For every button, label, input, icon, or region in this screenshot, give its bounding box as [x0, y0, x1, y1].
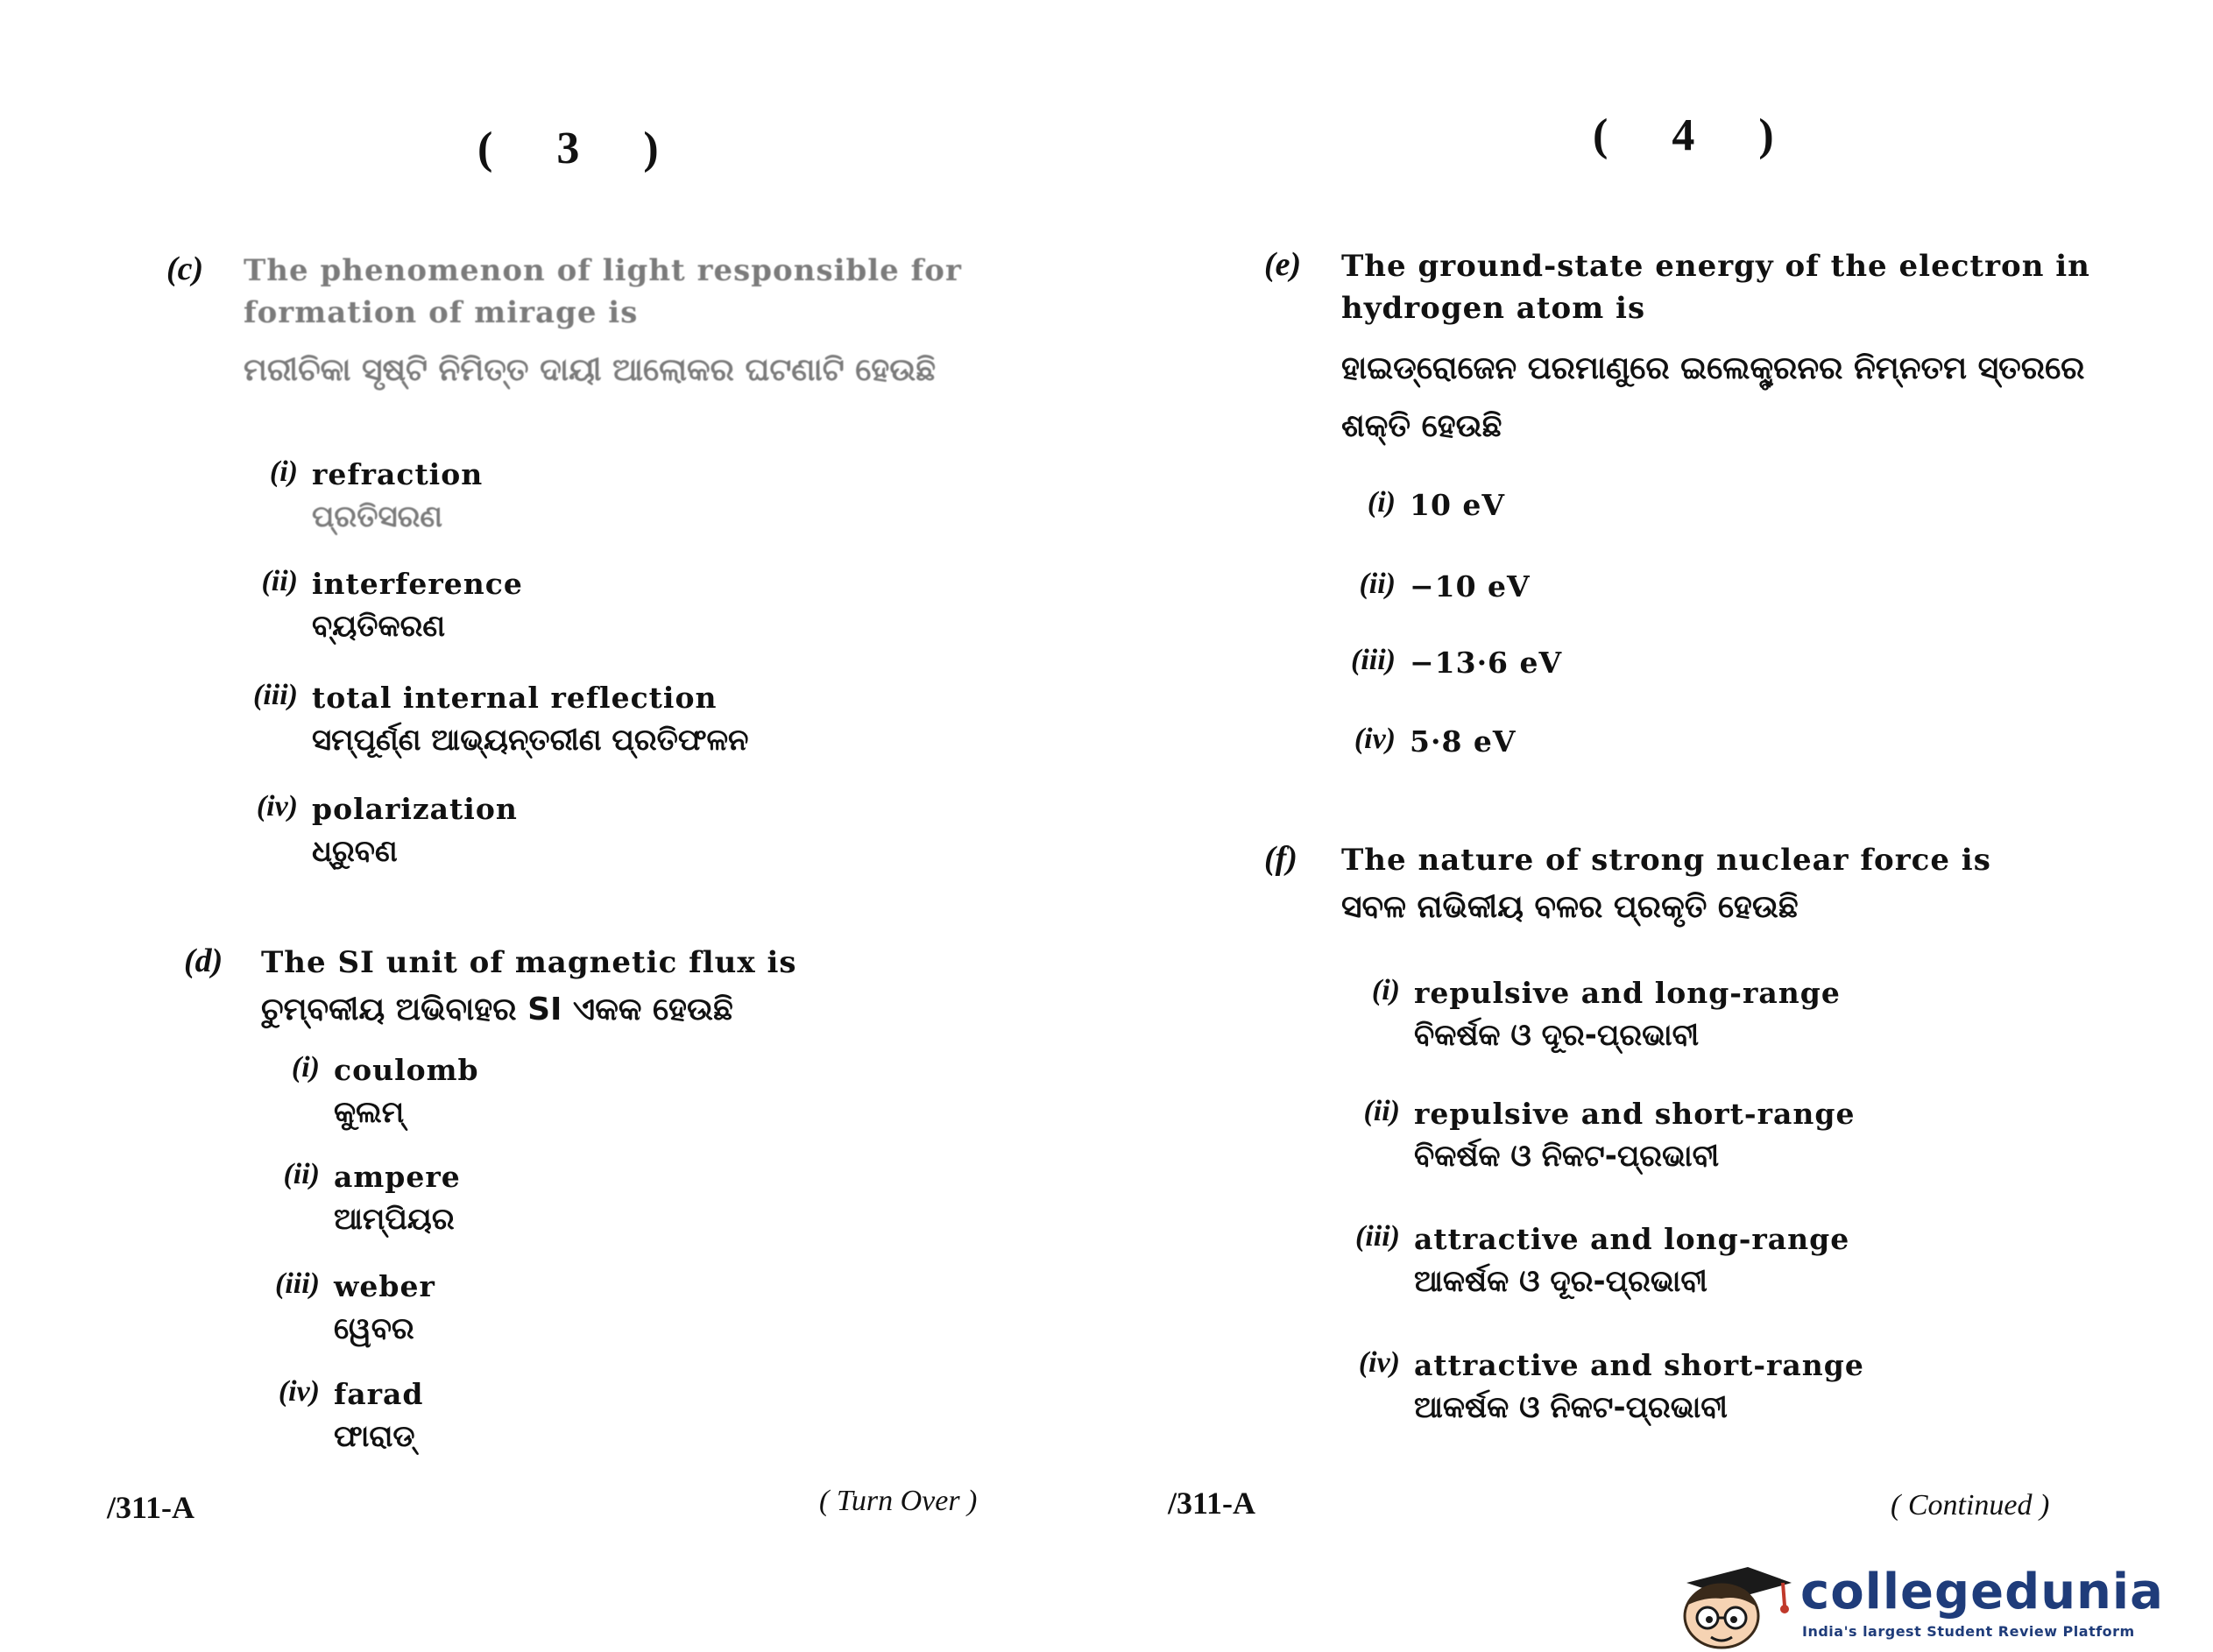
option-text: ampere	[334, 1160, 461, 1194]
option-text: refraction	[312, 457, 484, 491]
option-label: (iii)	[1351, 644, 1396, 676]
option-text: attractive and long-range	[1414, 1222, 1850, 1256]
paper-code: /311-A	[107, 1490, 195, 1525]
option-f-ii	[1330, 1095, 1855, 1179]
option-label: (iii)	[1355, 1220, 1400, 1253]
option-f-iv	[1330, 1346, 1864, 1430]
left-page	[0, 0, 1106, 1652]
option-odia-text: ୱେବର	[334, 1311, 414, 1346]
option-label: (iv)	[256, 790, 298, 822]
option-odia-text: ଆକର୍ଷକ ଓ ଦୂର-ପ୍ରଭାବୀ	[1414, 1264, 1707, 1299]
option-label: (i)	[1371, 974, 1400, 1006]
option-label: (i)	[1367, 486, 1396, 519]
page-number: ( 3 )	[477, 124, 685, 173]
option-label: (ii)	[283, 1158, 320, 1190]
option-text: polarization	[312, 792, 518, 826]
question-c	[166, 250, 1043, 397]
option-text: attractive and short-range	[1414, 1348, 1864, 1382]
option-label: (iii)	[253, 679, 298, 711]
question-label: (f)	[1264, 840, 1297, 877]
option-e-i	[1326, 486, 1505, 525]
turn-over-note: ( Turn Over )	[819, 1485, 978, 1517]
question-odia-text: ହାଇଡ୍ରୋଜେନ ପରମାଣୁରେ ଇଲେକ୍ଟ୍ରନର ନିମ୍ନତମ ସ୍ତରରେ ଶକ୍ତି ହେଉଛି	[1341, 350, 2085, 444]
option-d-ii	[250, 1158, 461, 1242]
question-odia-text: ଚୁମ୍ବକୀୟ ଅଭିବାହର SI ଏକକ ହେଉଛି	[261, 992, 733, 1027]
option-d-iv	[250, 1375, 423, 1459]
question-text: The ground-state energy of the electron in hydrogen atom is	[1341, 249, 2090, 326]
option-e-iv	[1326, 723, 1517, 761]
option-text: 5·8 eV	[1410, 724, 1517, 759]
option-label: (iv)	[1358, 1346, 1400, 1379]
collegedunia-logo[interactable]	[1651, 1564, 2195, 1651]
brand-name: collegedunia	[1800, 1564, 2164, 1620]
option-text: total internal reflection	[312, 681, 718, 715]
option-d-i	[250, 1051, 479, 1135]
question-label: (c)	[166, 251, 204, 287]
page-number: ( 4 )	[1593, 110, 1800, 160]
option-f-iii	[1330, 1220, 1849, 1304]
option-odia-text: ଧ୍ରୁବଣ	[312, 834, 398, 869]
option-odia-text: ଫାରାଡ୍	[334, 1419, 415, 1454]
question-label: (d)	[184, 942, 223, 979]
question-text: The SI unit of magnetic flux is	[261, 945, 797, 980]
paper-code: /311-A	[1168, 1486, 1256, 1521]
option-odia-text: ଆମ୍ପିୟର	[334, 1202, 455, 1237]
option-odia-text: ବ୍ୟତିକରଣ	[312, 609, 446, 644]
option-odia-text: ସମ୍ପୂର୍ଣ୍ଣ ଆଭ୍ୟନ୍ତରୀଣ ପ୍ରତିଫଳନ	[312, 723, 749, 758]
question-text: The phenomenon of light responsible for formation of mirage is	[244, 253, 962, 330]
option-c-iii	[228, 679, 748, 763]
option-c-ii	[228, 565, 523, 649]
option-f-i	[1330, 974, 1841, 1058]
student-mascot-icon	[1651, 1564, 1800, 1651]
option-text: coulomb	[334, 1053, 479, 1087]
continued-note: ( Continued )	[1891, 1489, 2050, 1521]
option-label: (i)	[291, 1051, 320, 1084]
option-text: repulsive and short-range	[1414, 1097, 1856, 1131]
brand-tagline: India's largest Student Review Platform	[1802, 1623, 2135, 1640]
option-odia-text: ବିକର୍ଷକ ଓ ନିକଟ-ପ୍ରଭାବୀ	[1414, 1139, 1720, 1174]
option-label: (i)	[269, 455, 298, 488]
option-c-i	[228, 455, 483, 540]
option-label: (ii)	[261, 565, 298, 597]
option-e-ii	[1326, 568, 1531, 606]
question-e	[1264, 245, 2184, 455]
option-odia-text: ପ୍ରତିସରଣ	[312, 499, 443, 534]
question-d	[184, 942, 1060, 1036]
option-c-iv	[228, 790, 518, 874]
right-page	[1106, 0, 2213, 1652]
option-text: repulsive and long-range	[1414, 976, 1841, 1010]
option-text: −13·6 eV	[1410, 646, 1563, 680]
option-d-iii	[250, 1267, 435, 1352]
option-e-iii	[1326, 644, 1562, 682]
option-odia-text: କୁଲମ୍	[334, 1095, 405, 1130]
option-text: 10 eV	[1410, 488, 1506, 522]
option-label: (iii)	[275, 1267, 320, 1300]
option-label: (iv)	[278, 1375, 320, 1408]
question-odia-text: ମରୀଚିକା ସୃଷ୍ଟି ନିମିତ୍ତ ଦାୟୀ ଆଲୋକର ଘଟଣାଟି ହେଉଛି	[244, 352, 937, 388]
question-label: (e)	[1264, 246, 1302, 283]
question-f	[1264, 839, 2184, 934]
option-text: farad	[334, 1377, 424, 1411]
option-label: (iv)	[1354, 723, 1396, 755]
option-label: (ii)	[1359, 568, 1396, 600]
option-label: (ii)	[1363, 1095, 1400, 1127]
question-odia-text: ସବଳ ନାଭିକୀୟ ବଳର ପ୍ରକୃତି ହେଉଛି	[1341, 889, 1799, 925]
option-text: interference	[312, 567, 523, 601]
option-text: −10 eV	[1410, 569, 1531, 604]
question-text: The nature of strong nuclear force is	[1341, 843, 1991, 878]
option-text: weber	[334, 1269, 435, 1303]
option-odia-text: ଆକର୍ଷକ ଓ ନିକଟ-ପ୍ରଭାବୀ	[1414, 1390, 1728, 1425]
option-odia-text: ବିକର୍ଷକ ଓ ଦୂର-ପ୍ରଭାବୀ	[1414, 1018, 1700, 1053]
